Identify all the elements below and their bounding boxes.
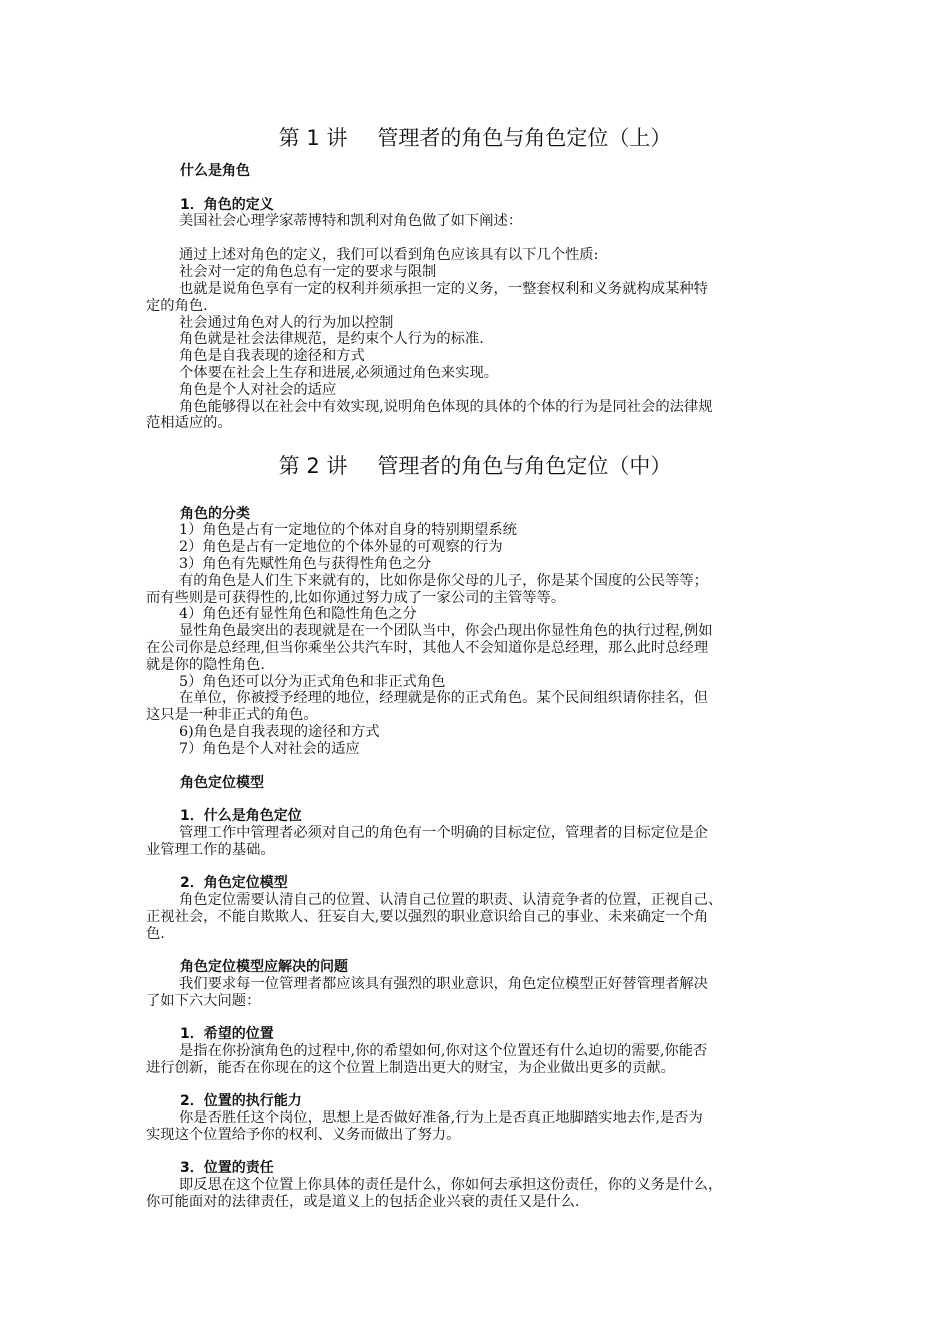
- position-responsibility-heading: 3．位置的责任: [180, 1160, 274, 1176]
- paragraph-line: 业管理工作的基础。: [146, 842, 275, 858]
- desired-position-heading: 1．希望的位置: [180, 1026, 274, 1042]
- lecture-1-title: [0, 122, 950, 152]
- paragraph-line: 6)角色是自我表现的途径和方式: [179, 724, 380, 740]
- paragraph-line: 也就是说角色享有一定的权利并须承担一定的义务，一整套权利和义务就构成某种特: [179, 281, 708, 297]
- paragraph-line: 角色是个人对社会的适应: [179, 382, 337, 398]
- paragraph-line: 在公司你是总经理,但当你乘坐公共汽车时，其他人不会知道你是总经理，那么此时总经理: [146, 640, 709, 656]
- what-is-positioning-heading: 1．什么是角色定位: [180, 808, 302, 824]
- lecture-2-title-text: 管理者的角色与角色定位（中）: [377, 454, 672, 478]
- paragraph-line: 社会对一定的角色总有一定的要求与限制: [179, 264, 437, 280]
- paragraph-line: 4）角色还有显性角色和隐性角色之分: [179, 606, 417, 622]
- role-definition-heading: 1．角色的定义: [180, 197, 274, 213]
- paragraph-line: 1）角色是占有一定地位的个体对自身的特别期望系统: [179, 522, 517, 538]
- paragraph-line: 范相适应的。: [146, 415, 232, 431]
- paragraph-line: 定的角色.: [146, 298, 208, 314]
- paragraph-line: 显性角色最突出的表现就是在一个团队当中，你会凸现出你显性角色的执行过程,例如: [179, 623, 713, 639]
- paragraph-line: 即反思在这个位置上你具体的责任是什么，你如何去承担这份责任，你的义务是什么，: [179, 1177, 723, 1193]
- paragraph-line: 在单位，你被授予经理的地位，经理就是你的正式角色。某个民间组织请你挂名，但: [179, 690, 708, 706]
- problems-heading: 角色定位模型应解决的问题: [180, 959, 348, 975]
- lecture-1-number: 第 1 讲: [278, 126, 348, 150]
- paragraph-line: 3）角色有先赋性角色与获得性角色之分: [179, 556, 432, 572]
- paragraph-line: 正视社会，不能自欺欺人、狂妄自大,要以强烈的职业意识给自己的事业、未来确定一个角: [146, 909, 709, 925]
- paragraph-line: 美国社会心理学家蒂博特和凯利对角色做了如下阐述：: [179, 213, 523, 229]
- paragraph-line: 色.: [146, 926, 165, 942]
- lecture-1-title-text: 管理者的角色与角色定位（上）: [377, 126, 672, 150]
- execution-ability-heading: 2．位置的执行能力: [180, 1093, 302, 1109]
- paragraph-line: 进行创新，能否在你现在的这个位置上制造出更大的财宝，为企业做出更多的贡献。: [146, 1060, 675, 1076]
- lecture-2-number: 第 2 讲: [278, 454, 348, 478]
- section-what-is-role: 什么是角色: [180, 163, 250, 179]
- paragraph-line: 实现这个位置给予你的权利、义务而做出了努力。: [146, 1127, 461, 1143]
- paragraph-line: 2）角色是占有一定地位的个体外显的可观察的行为: [179, 539, 503, 555]
- paragraph-line: 管理工作中管理者必须对自己的角色有一个明确的目标定位，管理者的目标定位是企: [179, 825, 708, 841]
- paragraph-line: 这只是一种非正式的角色。: [146, 707, 318, 723]
- paragraph-line: 通过上述对角色的定义，我们可以看到角色应该具有以下几个性质:: [179, 247, 599, 263]
- paragraph-line: 社会通过角色对人的行为加以控制: [179, 315, 394, 331]
- paragraph-line: 我们要求每一位管理者都应该具有强烈的职业意识，角色定位模型正好替管理者解决: [179, 976, 708, 992]
- paragraph-line: 是指在你扮演角色的过程中,你的希望如何,你对这个位置还有什么迫切的需要,你能否: [179, 1043, 708, 1059]
- paragraph-line: 你是否胜任这个岗位，思想上是否做好准备,行为上是否真正地脚踏实地去作,是否为: [179, 1110, 703, 1126]
- paragraph-line: 了如下六大问题：: [146, 993, 261, 1009]
- paragraph-line: 角色是自我表现的途径和方式: [179, 348, 365, 364]
- paragraph-line: 个体要在社会上生存和进展,必须通过角色来实现。: [179, 365, 499, 381]
- role-positioning-model-heading: 角色定位模型: [180, 775, 264, 791]
- role-classification-heading: 角色的分类: [180, 506, 250, 522]
- paragraph-line: 5）角色还可以分为正式角色和非正式角色: [179, 674, 446, 690]
- paragraph-line: 角色就是社会法律规范，是约束个人行为的标准.: [179, 331, 484, 347]
- paragraph-line: 你可能面对的法律责任，或是道义上的包括企业兴衰的责任又是什么.: [146, 1194, 580, 1210]
- paragraph-line: 就是你的隐性角色.: [146, 657, 265, 673]
- lecture-2-title: [0, 450, 950, 480]
- paragraph-line: 角色能够得以在社会中有效实现,说明角色体现的具体的个体的行为是同社会的法律规: [179, 399, 713, 415]
- paragraph-line: 有的角色是人们生下来就有的，比如你是你父母的儿子，你是某个国度的公民等等；: [179, 573, 708, 589]
- positioning-model-subheading: 2．角色定位模型: [180, 875, 288, 891]
- paragraph-line: 而有些则是可获得性的,比如你通过努力成了一家公司的主管等等。: [146, 590, 566, 606]
- paragraph-line: 角色定位需要认清自己的位置、认清自己位置的职责、认清竞争者的位置，正视自己、: [179, 892, 723, 908]
- paragraph-line: 7）角色是个人对社会的适应: [179, 741, 360, 757]
